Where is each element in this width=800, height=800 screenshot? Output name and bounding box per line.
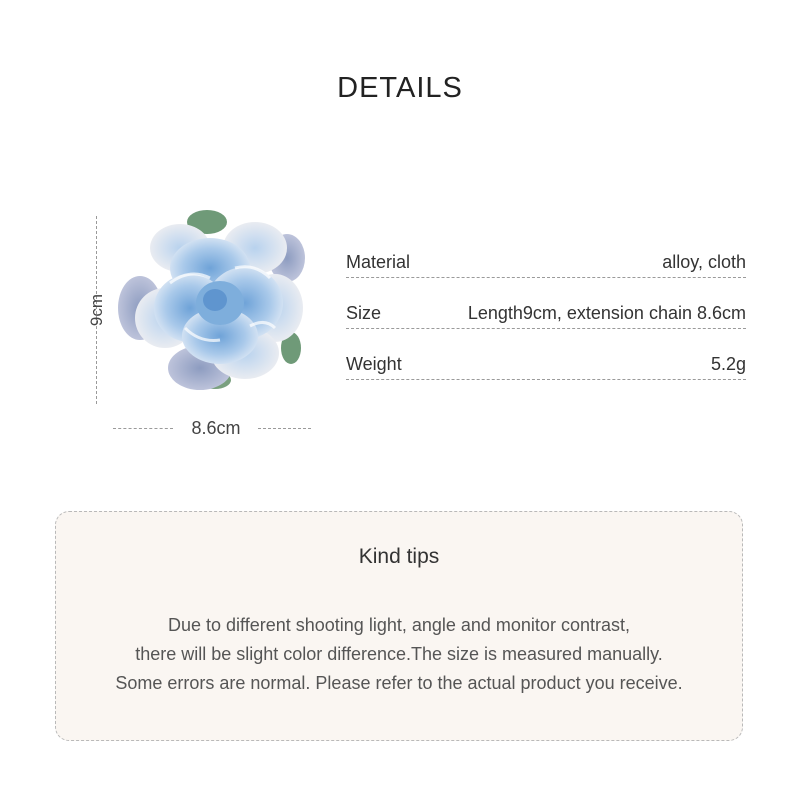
spec-label: Material xyxy=(346,252,411,272)
page-title: DETAILS xyxy=(337,72,463,104)
spec-row-weight xyxy=(346,346,746,380)
tips-line: there will be slight color difference.The size is measured manually. xyxy=(135,644,663,664)
spec-row-material xyxy=(346,244,746,278)
spec-label: Weight xyxy=(346,354,402,374)
height-label: 9cm xyxy=(87,293,106,327)
product-image xyxy=(115,208,310,398)
tips-line: Some errors are normal. Please refer to the actual product you receive. xyxy=(115,673,683,693)
spec-row-size xyxy=(346,295,746,329)
width-label: 8.6cm xyxy=(191,418,241,438)
spec-label: Size xyxy=(346,303,382,323)
kind-tips-box xyxy=(55,511,743,741)
tips-text xyxy=(56,611,742,698)
tips-line: Due to different shooting light, angle and monitor contrast, xyxy=(168,615,630,635)
spec-table xyxy=(346,244,746,397)
width-dimension-line-right xyxy=(258,428,311,429)
spec-value: 5.2g xyxy=(710,354,746,374)
tips-title: Kind tips xyxy=(358,545,440,568)
width-dimension-line-left xyxy=(113,428,173,429)
spec-value: alloy, cloth xyxy=(662,252,746,272)
flower-center-shape xyxy=(203,289,227,311)
spec-value: Length9cm, extension chain 8.6cm xyxy=(467,303,746,323)
